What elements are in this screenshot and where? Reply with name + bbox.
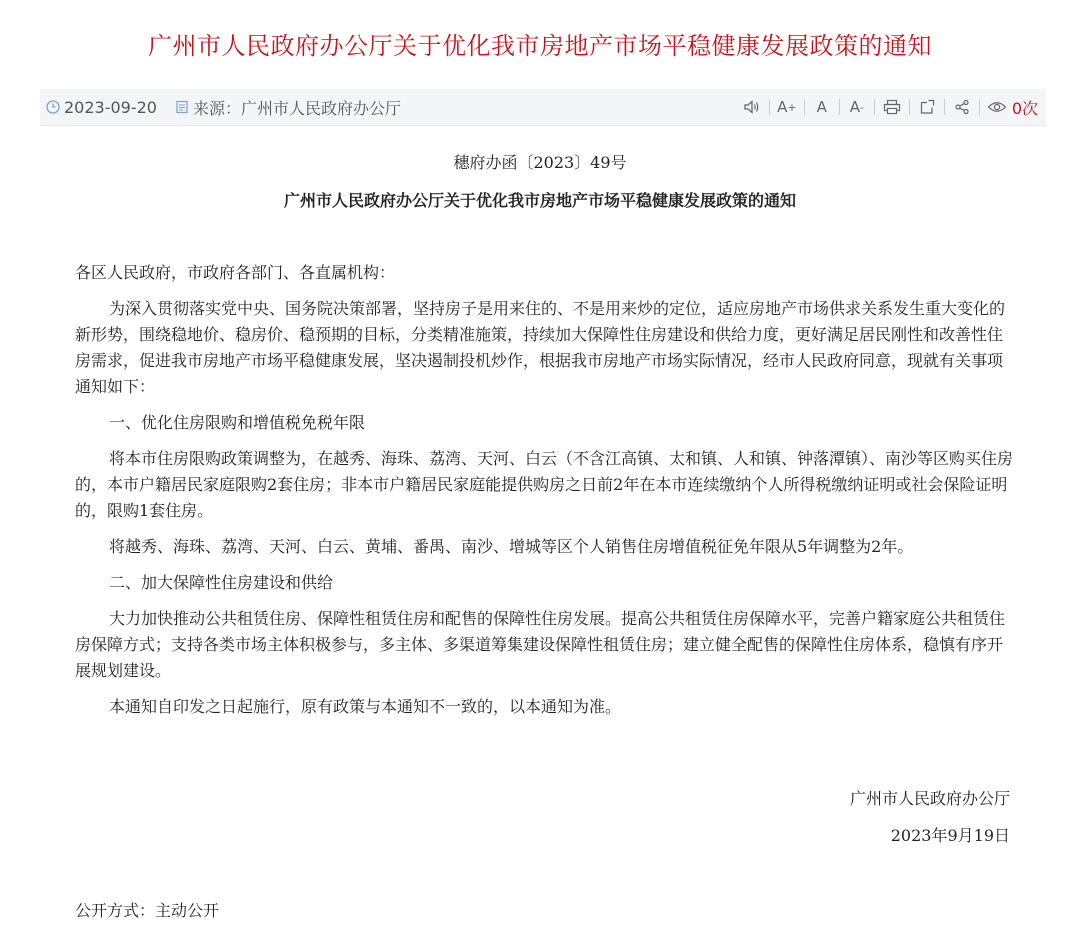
divider [804, 99, 805, 115]
section-heading: 二、加大保障性住房建设和供给 [109, 573, 334, 592]
view-count: 0次 [1011, 98, 1038, 118]
closing-paragraph: 本通知自印发之日起施行，原有政策与本通知不一致的，以本通知为准。 [109, 697, 622, 716]
document-number: 穗府办函〔2023〕49号 [453, 153, 627, 172]
toolbar [740, 89, 1038, 125]
divider [979, 99, 980, 115]
divider [839, 99, 840, 115]
font-decrease-icon[interactable]: A - [849, 98, 864, 116]
collect-icon[interactable] [915, 95, 939, 119]
signature-org: 广州市人民政府办公厅 [849, 789, 1010, 808]
document-body [75, 260, 1015, 730]
document-title: 广州市人民政府办公厅关于优化我市房地产市场平稳健康发展政策的通知 [283, 191, 796, 210]
body-paragraph: 大力加快推动公共租赁住房、保障性租赁住房和配售的保障性住房发展。提高公共租赁住房保障水平，完善户籍家庭公共租赁住房保障方式；支持各类市场主体积极参与，多主体、多渠道筹集建设保障性租赁住房；建立健全配售的保障性住房体系，稳慎有序开展规划建设。 [75, 609, 1006, 680]
divider [944, 99, 945, 115]
page-title: 广州市人民政府办公厅关于优化我市房地产市场平稳健康发展政策的通知 [148, 32, 932, 60]
body-paragraph: 将本市住房限购政策调整为，在越秀、海珠、荔湾、天河、白云（不含江高镇、太和镇、人和镇、钟落潭镇）、南沙等区购买住房的，本市户籍居民家庭限购2套住房；非本市户籍居民家庭能提供购房之日前2年在本市连续缴纳个人所得税缴纳证明或社会保险证明的，限购1套住房。 [75, 449, 1014, 520]
font-increase-icon[interactable]: A + [777, 98, 797, 116]
eye-icon [985, 95, 1009, 119]
salutation: 各区人民政府，市政府各部门、各直属机构： [75, 263, 396, 282]
clock-icon [46, 100, 60, 114]
font-reset-icon[interactable]: A [816, 98, 827, 116]
divider [769, 99, 770, 115]
meta-info [46, 89, 401, 125]
divider [909, 99, 910, 115]
source-label: 来源：广州市人民政府办公厅 [192, 98, 401, 118]
share-icon[interactable] [950, 95, 974, 119]
intro-paragraph: 为深入贯彻落实党中央、国务院决策部署，坚持房子是用来住的、不是用来炒的定位，适应房地产市场供求关系发生重大变化的新形势，围绕稳地价、稳房价、稳预期的目标，分类精准施策，持续加大保障性住房建设和供给力度，更好满足居民刚性和改善性住房需求，促进我市房地产市场平稳健康发展，坚决遏制投机炒作，根据我市房地产市场实际情况，经市人民政府同意，现就有关事项通知如下： [75, 299, 1006, 396]
section-heading: 一、优化住房限购和增值税免税年限 [109, 413, 366, 432]
divider [874, 99, 875, 115]
publish-date: 2023-09-20 [64, 97, 157, 117]
body-paragraph: 将越秀、海珠、荔湾、天河、白云、黄埔、番禺、南沙、增城等区个人销售住房增值税征免年限从5年调整为2年。 [109, 537, 914, 556]
meta-bar [40, 89, 1046, 126]
source-icon [175, 100, 189, 114]
publish-mode: 公开方式：主动公开 [75, 901, 220, 920]
signature-date: 2023年9月19日 [890, 826, 1010, 845]
speaker-icon[interactable] [740, 95, 764, 119]
print-icon[interactable] [880, 95, 904, 119]
